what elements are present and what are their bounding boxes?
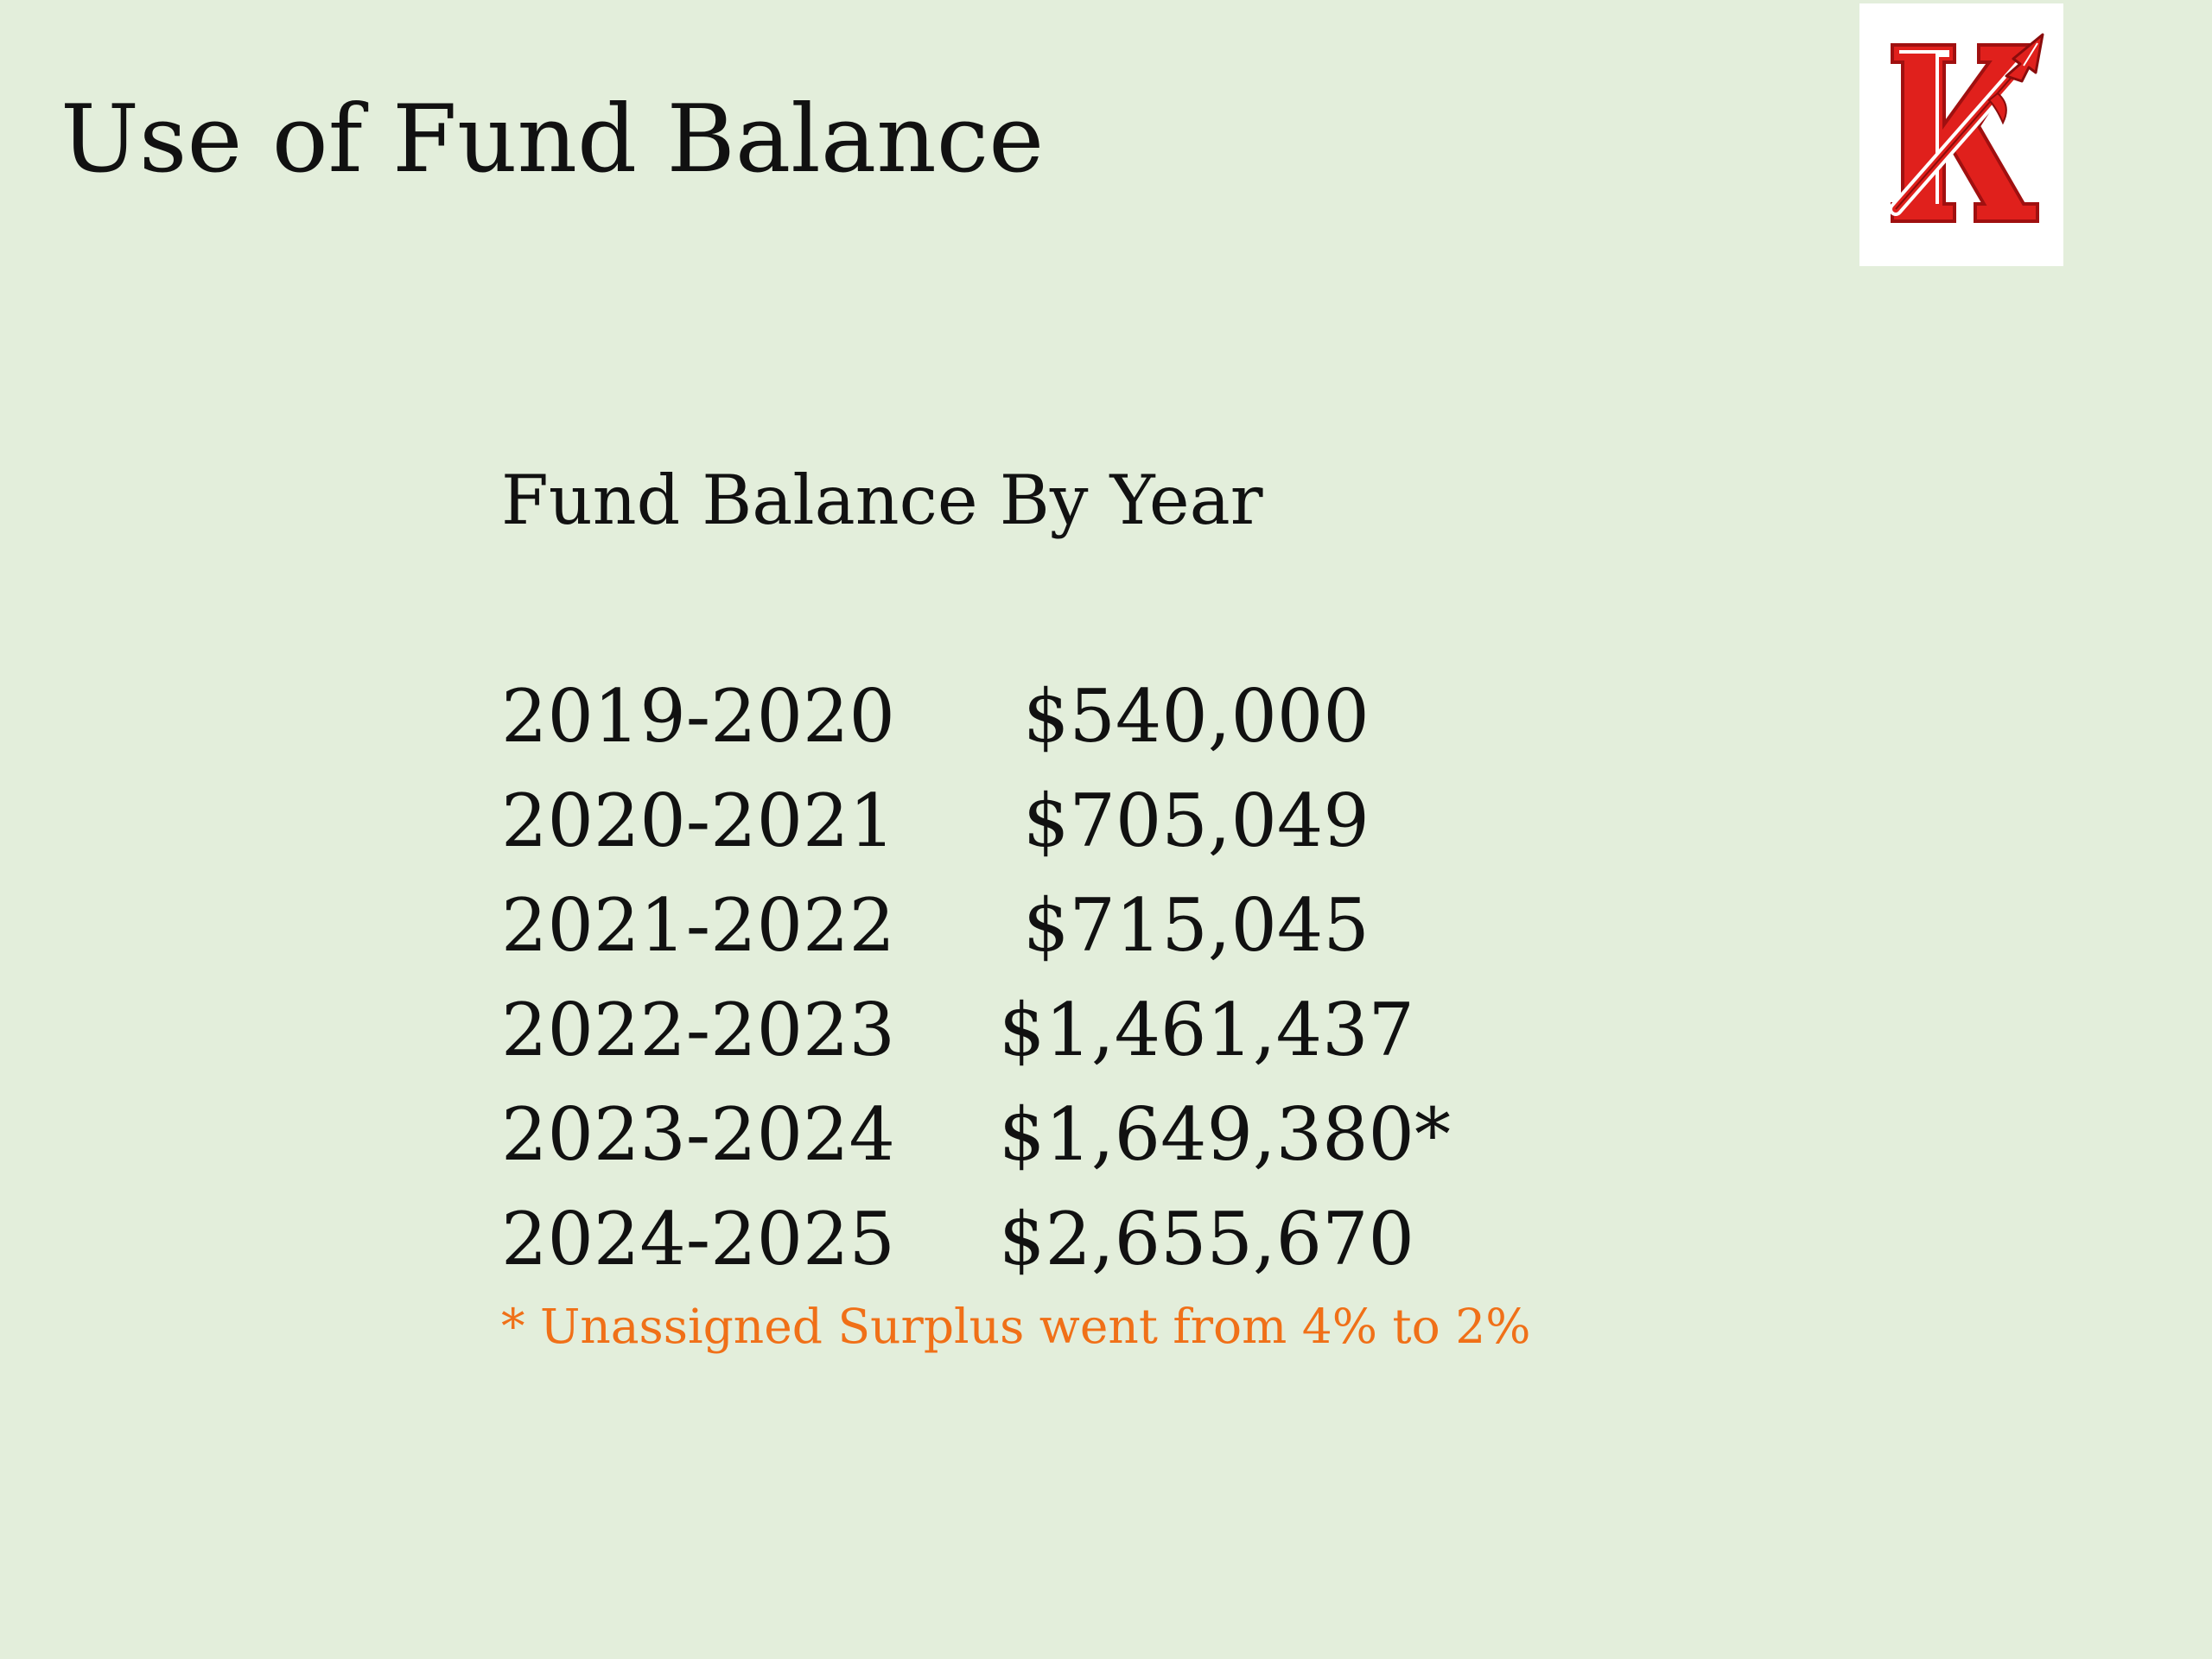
year-cell: 2023-2024 <box>501 1092 895 1177</box>
year-cell: 2022-2023 <box>501 988 895 1072</box>
amount-cell: $2,655,670 <box>999 1197 1414 1281</box>
amount-cell: $705,049 <box>1023 779 1370 863</box>
school-logo <box>1859 3 2063 266</box>
section-heading: Fund Balance By Year <box>501 461 1263 540</box>
year-cell: 2021-2022 <box>501 883 895 968</box>
amount-cell: $1,461,437 <box>999 988 1414 1072</box>
year-cell: 2019-2020 <box>501 674 895 759</box>
amount-cell: $540,000 <box>1023 674 1370 759</box>
year-cell: 2020-2021 <box>501 779 895 863</box>
slide-title: Use of Fund Balance <box>60 86 1045 194</box>
footnote: * Unassigned Surplus went from 4% to 2% <box>501 1299 1531 1354</box>
year-cell: 2024-2025 <box>501 1197 895 1281</box>
amount-cell: $1,649,380* <box>999 1092 1451 1177</box>
amount-cell: $715,045 <box>1023 883 1370 968</box>
spear-k-logo-icon <box>1859 3 2063 266</box>
